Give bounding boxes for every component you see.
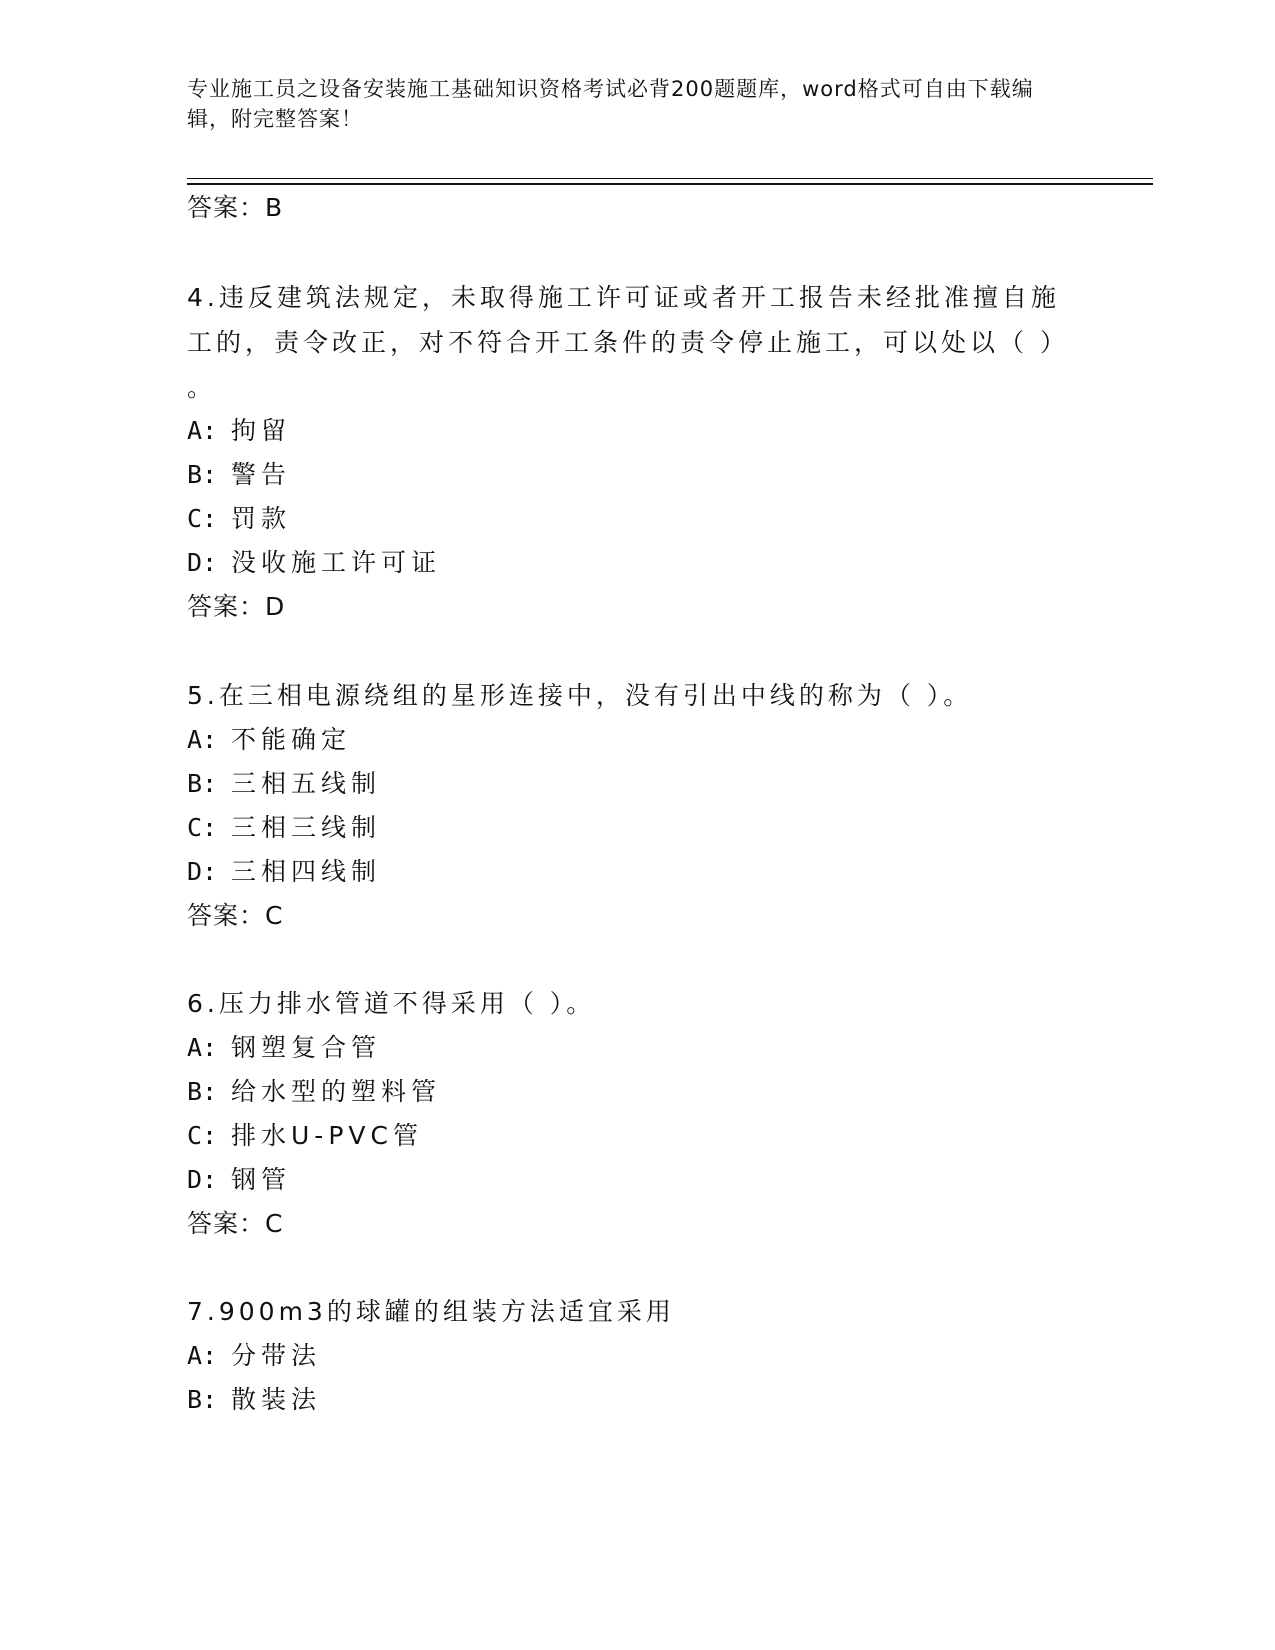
option-letter: B: [187, 769, 218, 798]
question-4-answer: 答案：D [187, 592, 286, 621]
question-4-text-line-3: 。 [187, 373, 217, 402]
option-letter: D: [187, 857, 218, 886]
question-7-text-line-1: 7.900m3的球罐的组装方法适宜采用 [187, 1297, 675, 1326]
header-rule-thick [187, 183, 1153, 185]
option-letter: B: [187, 1077, 218, 1106]
option-text: 散装法 [231, 1385, 322, 1414]
option-text: 分带法 [231, 1341, 322, 1370]
question-6-option-a [187, 1032, 381, 1064]
option-letter: D: [187, 548, 218, 577]
option-text: 不能确定 [231, 725, 352, 754]
option-text: 钢塑复合管 [231, 1033, 382, 1062]
option-letter: B: [187, 1385, 218, 1414]
option-text: 三相五线制 [231, 769, 382, 798]
question-5-option-a [187, 724, 351, 756]
option-letter: A: [187, 725, 218, 754]
option-letter: C: [187, 504, 218, 533]
question-4-option-a [187, 415, 291, 447]
question-5-option-d [187, 856, 381, 888]
question-6-text-line-1: 6.压力排水管道不得采用（ ）。 [187, 989, 596, 1018]
question-4-option-c [187, 503, 291, 535]
option-text: 罚款 [231, 504, 292, 533]
question-4-option-d [187, 547, 441, 579]
option-text: 三相三线制 [231, 813, 382, 842]
option-letter: C: [187, 813, 218, 842]
option-text: 没收施工许可证 [231, 548, 442, 577]
previous-answer: 答案：B [187, 193, 284, 222]
option-text: 三相四线制 [231, 857, 382, 886]
option-text: 给水型的塑料管 [231, 1077, 442, 1106]
option-letter: A: [187, 1341, 218, 1370]
option-letter: A: [187, 1033, 218, 1062]
question-5-option-b [187, 768, 381, 800]
question-6-answer: 答案：C [187, 1209, 284, 1238]
question-4-text-line-1: 4.违反建筑法规定，未取得施工许可证或者开工报告未经批准擅自施 [187, 283, 1060, 312]
option-text: 排水U-PVC管 [231, 1121, 423, 1150]
question-4-text-line-2: 工的，责令改正，对不符合开工条件的责令停止施工，可以处以（ ） [187, 328, 1069, 357]
option-letter: C: [187, 1121, 218, 1150]
option-letter: A: [187, 416, 218, 445]
option-text: 警告 [231, 460, 292, 489]
question-7-option-b [187, 1384, 321, 1416]
question-6-option-d [187, 1164, 291, 1196]
option-text: 拘留 [231, 416, 292, 445]
option-letter: D: [187, 1165, 218, 1194]
option-text: 钢管 [231, 1165, 292, 1194]
question-7-option-a [187, 1340, 321, 1372]
question-5-text-line-1: 5.在三相电源绕组的星形连接中，没有引出中线的称为（ ）。 [187, 681, 973, 710]
question-5-answer: 答案：C [187, 901, 284, 930]
header-rule-thin [187, 178, 1153, 179]
question-5-option-c [187, 812, 381, 844]
question-6-option-c [187, 1120, 423, 1152]
question-6-option-b [187, 1076, 441, 1108]
question-4-option-b [187, 459, 291, 491]
document-header: 专业施工员之设备安装施工基础知识资格考试必背200题题库，word格式可自由下载编辑，附完整答案！ [187, 77, 1034, 131]
option-letter: B: [187, 460, 218, 489]
